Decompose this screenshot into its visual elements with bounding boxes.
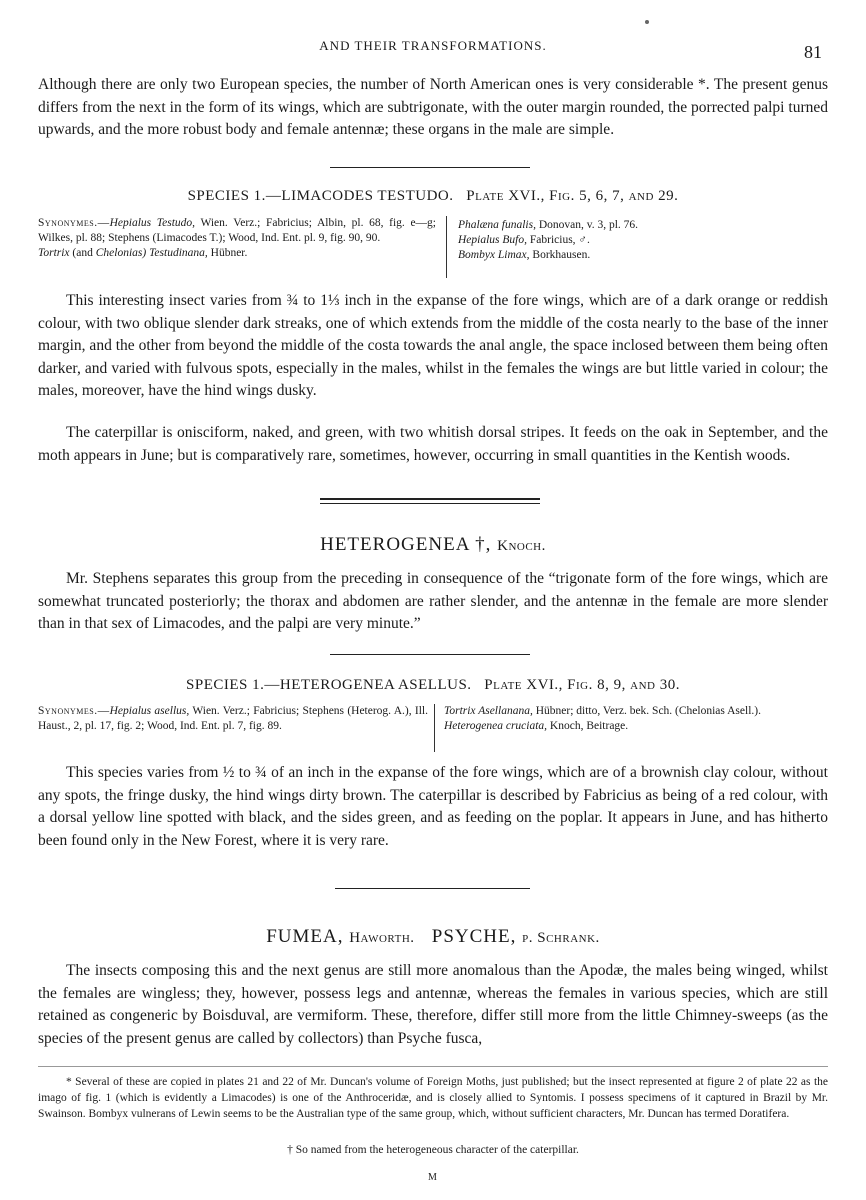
running-head: AND THEIR TRANSFORMATIONS. (319, 38, 547, 53)
synonym-entry: Bombyx Limax, Borkhausen. (458, 249, 591, 261)
genus-paragraph: The insects composing this and the next genus are still more anomalous than the Apodæ, the males being winged, whilst the females are wingless; they, however, possess legs and antennæ, whereas the females in various species, which are still retained as congeneric by Boisduval, are vermiform. These, therefore, differ still more from the little Chimney-sweeps (as the species of the present genus are called by collectors) than Psyche fusca, (38, 962, 828, 1047)
synonym-name: Hepialus Testudo, (109, 217, 196, 229)
genus-author: Haworth. (349, 930, 415, 946)
genus-heading-fumea (0, 926, 866, 948)
species-title: SPECIES 1.—LIMACODES TESTUDO. (187, 188, 454, 204)
synonym-divider (446, 216, 447, 278)
genus-author: p. Schrank. (522, 930, 600, 946)
page-number: 81 (804, 42, 822, 62)
species-heading-heterogenea (0, 677, 866, 694)
section-rule (330, 167, 530, 168)
species-description: This interesting insect varies from ¾ to 1⅓ inch in the expanse of the fore wings, which are of a dark orange or reddish colour, with two oblique slender dark streaks, one of which extends from the middle of the costa nearly to the base of the inner margin, and the other from beyond the middle of the costa towards the anal angle, the space inclosed between them being often darker, and varied with fulvous spots, especially in the males, whilst in the females the wings are but little varied in colour; the males, moreover, have the hind wings dusky. (38, 292, 828, 399)
genus-heading-heterogenea (0, 534, 866, 556)
synonym-entry: Hepialus Bufo, Fabricius, ♂. (458, 234, 590, 246)
genus-name: PSYCHE, (431, 926, 517, 947)
synonym-refs: Hübner. (210, 247, 248, 259)
synonyms-left-limacodes (38, 216, 436, 261)
double-rule-bottom (320, 503, 540, 504)
caterpillar-description: The caterpillar is onisciform, naked, and green, with two whitish dorsal stripes. It feeds on the oak in September, and the moth appears in June; but is comparatively rare, sometimes, however, occurring in small quantities in the Kentish woods. (38, 424, 828, 464)
printer-signature: M (428, 1172, 438, 1183)
genus-author: Knoch. (497, 538, 546, 554)
plate-reference: Plate XVI., Fig. 8, 9, and 30. (484, 677, 680, 693)
synonym-entry: Phalæna funalis, Donovan, v. 3, pl. 76. (458, 219, 639, 231)
footnote-rule (38, 1066, 828, 1067)
footnote-dagger: † So named from the heterogeneous character of the caterpillar. (287, 1144, 579, 1156)
intro-paragraph: Although there are only two European species, the number of North American ones is very considerable *. The present genus differs from the next in the form of its wings, which are subtrigonate, with the outer margin rounded, the porrected palpi turned upwards, and the more robust body and female antennæ; these organs in the male are simple. (38, 76, 828, 138)
synonyms-label: Synonymes.— (38, 217, 110, 229)
synonyms-right-limacodes (458, 218, 830, 263)
footnote-star: * Several of these are copied in plates 21 and 22 of Mr. Duncan's volume of Foreign Moths, just published; but the insect represented at figure 2 of plate 22 as the imago of fig. 1 (which is evidently a Limacodes) is one of the Anthroceridæ, and is closely allied to Syntomis. I possess specimens of it captured in Brazil by Mr. Swainson. Bombyx vulnerans of Lewin seems to be the Australian type of the same group, which, without sufficient characters, Mr. Duncan has termed Doratifera. (38, 1076, 828, 1120)
synonym-refs: Wien. Verz.; Fabricius; Stephens (Heterog. A.), Ill. Haust., 2, pl. 17, fig. 2; Wood, Ind. Ent. pl. 7, fig. 89. (38, 705, 428, 732)
synonyms-right-heterogenea (444, 704, 828, 734)
synonym-entry: Heterogenea cruciata, Knoch, Beitrage. (444, 720, 629, 732)
genus-name: HETEROGENEA †, (320, 534, 492, 555)
synonym-refs: Wien. Verz.; Fabricius; Albin, pl. 68, fig. e—g; Wilkes, pl. 88; Stephens (Limacodes T.); Wood, Ind. Ent. pl. 9, fig. 90, 90. (38, 217, 436, 244)
synonym-name: Chelonias) Testudinana, (95, 247, 208, 259)
species-title: SPECIES 1.—HETEROGENEA ASELLUS. (186, 677, 472, 693)
synonym-name: Hepialus asellus, (109, 705, 190, 717)
species-heading-limacodes (0, 188, 866, 205)
synonym-divider (434, 704, 435, 752)
synonyms-label: Synonymes.— (38, 705, 110, 717)
synonym-name: Tortrix (38, 247, 70, 259)
synonyms-left-heterogenea (38, 704, 428, 734)
genus-name: FUMEA, (266, 926, 344, 947)
synonym-text: (and (72, 247, 93, 259)
section-rule (335, 888, 530, 889)
double-rule-top (320, 498, 540, 500)
synonym-entry: Tortrix Asellanana, Hübner; ditto, Verz. bek. Sch. (Chelonias Asell.). (444, 705, 761, 717)
ink-speck (645, 20, 649, 24)
plate-reference: Plate XVI., Fig. 5, 6, 7, and 29. (466, 188, 679, 204)
genus-paragraph: Mr. Stephens separates this group from the preceding in consequence of the “trigonate form of the fore wings, which are somewhat truncated posteriorly; the thorax and abdomen are rather slender, and the antennæ in the female are more slender than in that sex of Limacodes, and the palpi are very minute.” (38, 570, 828, 632)
section-rule (330, 654, 530, 655)
species-description: This species varies from ½ to ¾ of an inch in the expanse of the fore wings, which are of a brownish clay colour, without any spots, the fringe dusky, the hind wings dirty brown. The caterpillar is described by Fabricius as being of a red colour, with a dorsal yellow line spotted with black, and the sides green, and as feeding on the poplar. It appears in June, and has hitherto been found only in the New Forest, where it is very rare. (38, 764, 828, 849)
